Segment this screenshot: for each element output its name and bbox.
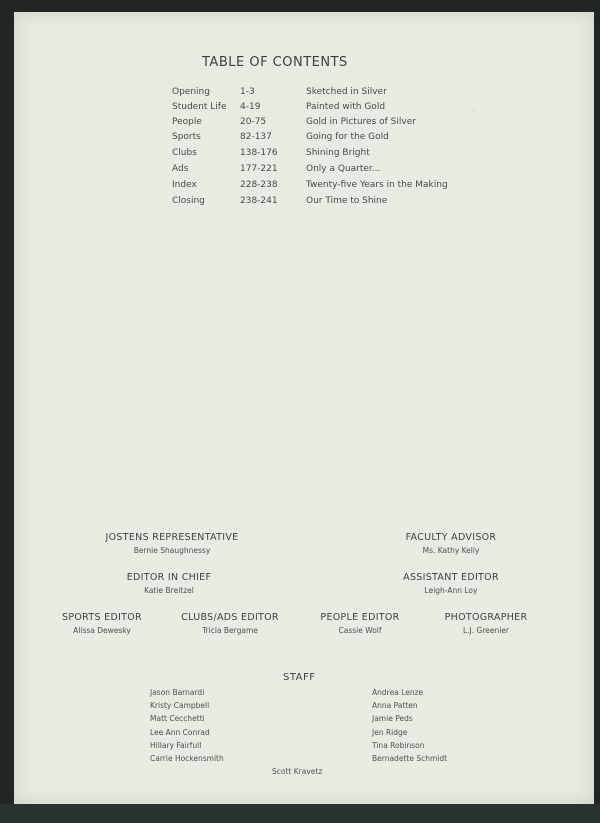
staff-member: Hillary Fairfull: [150, 740, 202, 750]
toc-pages: 4-19: [240, 102, 261, 112]
faculty-advisor-block: [392, 532, 510, 555]
staff-member: Kristy Campbell: [150, 701, 210, 711]
toc-section: People: [172, 117, 202, 127]
role-title: CLUBS/ADS EDITOR: [181, 612, 279, 623]
toc-theme: Only a Quarter...: [306, 164, 381, 174]
toc-pages: 228-238: [240, 180, 278, 190]
staff-title: STAFF: [283, 672, 316, 683]
toc-pages: 1-3: [240, 87, 255, 97]
staff-member: Jamie Peds: [372, 714, 413, 724]
staff-member: Carrie Hockensmith: [150, 753, 224, 763]
staff-member: Tina Robinson: [372, 740, 425, 750]
toc-pages: 177-221: [240, 164, 278, 174]
staff-list-left: [150, 686, 224, 765]
staff-member: Jen Ridge: [372, 727, 408, 737]
editor-in-chief-block: [114, 572, 224, 595]
role-name: Ms. Kathy Kelly: [422, 546, 480, 555]
toc-pages: 20-75: [240, 117, 267, 127]
staff-list-right: [372, 686, 447, 765]
staff-member: Jason Barnardi: [150, 688, 205, 697]
toc-pages: 238-241: [240, 196, 278, 206]
staff-member: Matt Cecchetti: [150, 714, 205, 724]
toc-theme: Sketched in Silver: [306, 87, 387, 97]
role-name: Katie Breitzel: [144, 586, 194, 595]
role-name: Cassie Wolf: [338, 626, 382, 635]
toc-theme: Gold in Pictures of Silver: [306, 117, 416, 127]
role-name: Tricia Bergame: [202, 626, 258, 635]
people-editor-block: [310, 612, 410, 635]
toc-theme: Twenty-five Years in the Making: [306, 180, 448, 190]
toc-section: Sports: [172, 132, 201, 142]
toc-pages: 82-137: [240, 132, 272, 142]
assistant-editor-block: [392, 572, 510, 595]
role-title: JOSTENS REPRESENTATIVE: [105, 532, 239, 543]
toc-section: Index: [172, 180, 197, 190]
toc-pages: 138-176: [240, 148, 278, 158]
binder-bottom-edge: [0, 804, 600, 823]
photographer-block: [436, 612, 536, 635]
paper-speck: ·: [472, 108, 474, 115]
toc-section: Ads: [172, 164, 189, 174]
toc-theme: Our Time to Shine: [306, 196, 388, 206]
staff-member-center: Scott Kravetz: [272, 767, 323, 776]
clubs-ads-editor-block: [172, 612, 288, 635]
toc-theme: Going for the Gold: [306, 132, 389, 142]
toc-theme: Shining Bright: [306, 148, 370, 158]
toc-title: TABLE OF CONTENTS: [202, 55, 348, 70]
staff-member: Anna Patten: [372, 701, 418, 711]
toc-section: Closing: [172, 196, 205, 206]
role-title: ASSISTANT EDITOR: [403, 572, 499, 583]
toc-theme: Painted with Gold: [306, 102, 386, 112]
role-name: Alissa Dewesky: [73, 626, 131, 635]
toc-section: Student Life: [172, 102, 227, 112]
role-title: PEOPLE EDITOR: [320, 612, 400, 623]
role-name: L.J. Greenier: [462, 626, 510, 635]
role-title: EDITOR IN CHIEF: [126, 572, 212, 583]
sports-editor-block: [52, 612, 152, 635]
role-title: SPORTS EDITOR: [62, 612, 142, 623]
role-title: FACULTY ADVISOR: [405, 532, 497, 543]
staff-member: Andrea Lenze: [372, 688, 424, 697]
role-name: Leigh-Ann Loy: [424, 586, 478, 595]
yearbook-page: [14, 12, 594, 804]
toc-section: Clubs: [172, 148, 197, 158]
role-title: PHOTOGRAPHER: [444, 612, 528, 623]
role-name: Bernie Shaughnessy: [133, 546, 211, 555]
jostens-representative-block: [100, 532, 244, 555]
staff-member: Bernadette Schmidt: [372, 753, 448, 763]
staff-member: Lee Ann Conrad: [150, 727, 210, 737]
toc-section: Opening: [172, 87, 210, 97]
